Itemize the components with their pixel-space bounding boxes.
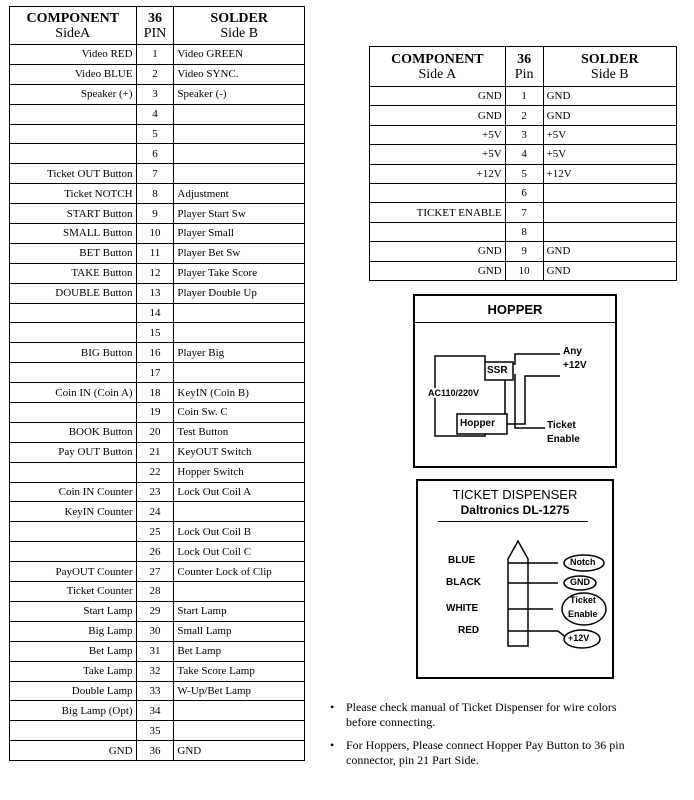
solder-cell <box>174 303 305 323</box>
pin-row <box>10 104 305 124</box>
hopper-wiring <box>415 296 615 466</box>
component-cell: Bet Lamp <box>10 641 137 661</box>
pin-row <box>10 164 305 184</box>
main-table-header <box>10 7 305 45</box>
hopper-title: HOPPER <box>487 302 543 317</box>
pin-cell: 9 <box>505 242 543 261</box>
pin-row <box>370 87 677 106</box>
pin-row <box>10 741 305 761</box>
pin-row <box>10 204 305 224</box>
component-cell <box>10 542 137 562</box>
component-cell: BOOK Button <box>10 422 137 442</box>
pin-cell: 31 <box>136 641 174 661</box>
pin-row <box>370 106 677 125</box>
pin-cell: 3 <box>505 125 543 144</box>
solder-cell: Bet Lamp <box>174 641 305 661</box>
wire-white-label: WHITE <box>446 603 479 614</box>
side-table-body <box>370 87 677 281</box>
pin-cell: 5 <box>136 124 174 144</box>
component-cell: Double Lamp <box>10 681 137 701</box>
component-cell: TAKE Button <box>10 263 137 283</box>
ac-label: AC110/220V <box>428 388 480 398</box>
component-cell: Pay OUT Button <box>10 442 137 462</box>
solder-cell: W-Up/Bet Lamp <box>174 681 305 701</box>
pin-cell: 20 <box>136 422 174 442</box>
pin-row <box>370 125 677 144</box>
pin-row <box>10 84 305 104</box>
pin-cell: 15 <box>136 323 174 343</box>
component-cell: START Button <box>10 204 137 224</box>
solder-cell <box>174 144 305 164</box>
bullet: • <box>330 700 335 714</box>
component-cell: Big Lamp (Opt) <box>10 701 137 721</box>
solder-cell <box>543 203 676 222</box>
note-text: For Hoppers, Please connect Hopper Pay Button to 36 pin connector, pin 21 Part Side. <box>346 738 625 767</box>
solder-cell: KeyOUT Switch <box>174 442 305 462</box>
solder-cell: GND <box>543 87 676 106</box>
solder-cell: Player Double Up <box>174 283 305 303</box>
note-2 <box>330 738 636 768</box>
solder-cell: GND <box>543 242 676 261</box>
component-cell: Coin IN (Coin A) <box>10 383 137 403</box>
solder-cell: Player Big <box>174 343 305 363</box>
pin-cell: 11 <box>136 243 174 263</box>
pin-cell: 1 <box>136 45 174 65</box>
solder-cell: Adjustment <box>174 184 305 204</box>
enable-label: Enable <box>568 609 598 619</box>
pin-row <box>10 263 305 283</box>
gnd-label: GND <box>570 577 590 587</box>
component-cell <box>10 124 137 144</box>
pin-row <box>10 383 305 403</box>
solder-header: SOLDER Side B <box>543 47 676 87</box>
pin-row <box>10 522 305 542</box>
pin-row <box>10 45 305 65</box>
solder-cell: Small Lamp <box>174 621 305 641</box>
pin-cell: 27 <box>136 562 174 582</box>
hopper-diagram <box>413 294 617 468</box>
note-text: Please check manual of Ticket Dispenser for wire colors before connecting. <box>346 700 617 729</box>
notch-label: Notch <box>570 557 596 567</box>
note-1 <box>330 700 636 730</box>
pin-cell: 35 <box>136 721 174 741</box>
solder-cell <box>543 183 676 202</box>
power-pin-table <box>369 46 677 281</box>
pin-row <box>370 203 677 222</box>
wire-red-label: RED <box>458 625 480 636</box>
pin-row <box>370 261 677 280</box>
component-cell <box>10 403 137 423</box>
pin-row <box>10 343 305 363</box>
solder-cell: Player Start Sw <box>174 204 305 224</box>
pin-cell: 5 <box>505 164 543 183</box>
pin-row <box>10 482 305 502</box>
solder-cell: +12V <box>543 164 676 183</box>
component-cell <box>10 462 137 482</box>
pin-cell: 25 <box>136 522 174 542</box>
solder-cell: Lock Out Coil C <box>174 542 305 562</box>
pin-row <box>370 145 677 164</box>
component-cell: DOUBLE Button <box>10 283 137 303</box>
pin-header: 36 Pin <box>505 47 543 87</box>
pin-row <box>370 183 677 202</box>
pin-row <box>10 542 305 562</box>
component-cell: Take Lamp <box>10 661 137 681</box>
component-cell <box>10 104 137 124</box>
ticket-dispenser-diagram <box>416 479 614 679</box>
pin-row <box>370 164 677 183</box>
pin-row <box>10 661 305 681</box>
pin-cell: 2 <box>136 64 174 84</box>
enable-label: Enable <box>547 434 580 445</box>
solder-cell: Video GREEN <box>174 45 305 65</box>
pin-cell: 6 <box>505 183 543 202</box>
ticket-label: Ticket <box>570 595 596 605</box>
component-cell <box>10 363 137 383</box>
pin-cell: 22 <box>136 462 174 482</box>
dispenser-title: TICKET DISPENSER <box>452 487 578 502</box>
pin-row <box>370 242 677 261</box>
component-cell: KeyIN Counter <box>10 502 137 522</box>
pin-cell: 7 <box>505 203 543 222</box>
solder-cell: Speaker (-) <box>174 84 305 104</box>
pin-header: 36 PIN <box>136 7 174 45</box>
solder-cell: GND <box>543 106 676 125</box>
pin-cell: 8 <box>136 184 174 204</box>
pin-row <box>10 681 305 701</box>
pin-cell: 21 <box>136 442 174 462</box>
solder-cell: Hopper Switch <box>174 462 305 482</box>
pin-cell: 23 <box>136 482 174 502</box>
pin-row <box>10 502 305 522</box>
solder-cell: +5V <box>543 145 676 164</box>
pin-row <box>10 701 305 721</box>
pin-cell: 1 <box>505 87 543 106</box>
pin-cell: 30 <box>136 621 174 641</box>
component-cell: Start Lamp <box>10 601 137 621</box>
solder-cell <box>174 363 305 383</box>
component-cell: BIG Button <box>10 343 137 363</box>
pin-row <box>10 621 305 641</box>
solder-header: SOLDER Side B <box>174 7 305 45</box>
pin-row <box>10 144 305 164</box>
pin-row <box>10 124 305 144</box>
pin-cell: 36 <box>136 741 174 761</box>
component-cell: GND <box>370 242 506 261</box>
pin-row <box>370 222 677 241</box>
solder-cell: Lock Out Coil B <box>174 522 305 542</box>
solder-cell: Test Button <box>174 422 305 442</box>
pin-cell: 4 <box>136 104 174 124</box>
pin-row <box>10 323 305 343</box>
component-cell: Speaker (+) <box>10 84 137 104</box>
main-table-body <box>10 45 305 761</box>
pin-cell: 7 <box>136 164 174 184</box>
solder-cell: KeyIN (Coin B) <box>174 383 305 403</box>
pin-row <box>10 641 305 661</box>
pin-cell: 16 <box>136 343 174 363</box>
component-cell: +12V <box>370 164 506 183</box>
pin-cell: 12 <box>136 263 174 283</box>
wire-blue-label: BLUE <box>448 555 476 566</box>
pin-cell: 4 <box>505 145 543 164</box>
solder-cell: GND <box>543 261 676 280</box>
solder-cell <box>174 582 305 602</box>
pin-cell: 9 <box>136 204 174 224</box>
component-cell: GND <box>10 741 137 761</box>
solder-cell <box>174 124 305 144</box>
solder-cell: Video SYNC. <box>174 64 305 84</box>
component-cell: Video RED <box>10 45 137 65</box>
pin-row <box>10 224 305 244</box>
component-cell: GND <box>370 261 506 280</box>
solder-cell: Coin Sw. C <box>174 403 305 423</box>
pin-cell: 6 <box>136 144 174 164</box>
pin-row <box>10 303 305 323</box>
component-cell <box>10 721 137 741</box>
pin-cell: 34 <box>136 701 174 721</box>
pin-cell: 8 <box>505 222 543 241</box>
component-header: COMPONENT Side A <box>370 47 506 87</box>
component-cell: Video BLUE <box>10 64 137 84</box>
solder-cell: Start Lamp <box>174 601 305 621</box>
wire-black-label: BLACK <box>446 577 481 588</box>
pin-row <box>10 562 305 582</box>
solder-cell: Player Take Score <box>174 263 305 283</box>
main-pin-table <box>9 6 305 761</box>
pin-row <box>10 462 305 482</box>
solder-cell <box>174 502 305 522</box>
pin-cell: 14 <box>136 303 174 323</box>
component-cell: GND <box>370 87 506 106</box>
pin-row <box>10 582 305 602</box>
pin-cell: 28 <box>136 582 174 602</box>
solder-cell <box>174 164 305 184</box>
component-cell: BET Button <box>10 243 137 263</box>
pin-row <box>10 363 305 383</box>
solder-cell: Lock Out Coil A <box>174 482 305 502</box>
solder-cell: Player Bet Sw <box>174 243 305 263</box>
component-cell <box>370 183 506 202</box>
pin-cell: 32 <box>136 661 174 681</box>
component-cell <box>10 522 137 542</box>
component-cell: Coin IN Counter <box>10 482 137 502</box>
dispenser-subtitle: Daltronics DL-1275 <box>460 503 570 517</box>
component-cell <box>10 323 137 343</box>
v12-label: +12V <box>563 360 587 371</box>
pin-row <box>10 184 305 204</box>
pin-row <box>10 283 305 303</box>
component-cell: +5V <box>370 125 506 144</box>
component-cell: SMALL Button <box>10 224 137 244</box>
pin-cell: 10 <box>505 261 543 280</box>
bullet: • <box>330 738 335 752</box>
solder-cell <box>174 701 305 721</box>
pin-cell: 10 <box>136 224 174 244</box>
hopper-box-label: Hopper <box>460 418 495 429</box>
pin-row <box>10 601 305 621</box>
solder-cell: Take Score Lamp <box>174 661 305 681</box>
pin-cell: 19 <box>136 403 174 423</box>
pin-cell: 3 <box>136 84 174 104</box>
any-label: Any <box>563 346 582 357</box>
pin-cell: 17 <box>136 363 174 383</box>
component-header: COMPONENT SideA <box>10 7 137 45</box>
component-cell: Big Lamp <box>10 621 137 641</box>
solder-cell: Player Small <box>174 224 305 244</box>
solder-cell: +5V <box>543 125 676 144</box>
pin-row <box>10 64 305 84</box>
pin-row <box>10 442 305 462</box>
pin-cell: 18 <box>136 383 174 403</box>
pin-cell: 24 <box>136 502 174 522</box>
component-cell <box>10 144 137 164</box>
component-cell: Ticket NOTCH <box>10 184 137 204</box>
component-cell: +5V <box>370 145 506 164</box>
solder-cell <box>174 721 305 741</box>
component-cell <box>370 222 506 241</box>
component-cell: GND <box>370 106 506 125</box>
v12-label: +12V <box>568 633 590 643</box>
pin-cell: 13 <box>136 283 174 303</box>
side-table-header <box>370 47 677 87</box>
component-cell: TICKET ENABLE <box>370 203 506 222</box>
pin-cell: 26 <box>136 542 174 562</box>
pin-row <box>10 403 305 423</box>
component-cell: PayOUT Counter <box>10 562 137 582</box>
solder-cell: Counter Lock of Clip <box>174 562 305 582</box>
ticket-label: Ticket <box>547 420 576 431</box>
solder-cell <box>543 222 676 241</box>
solder-cell <box>174 104 305 124</box>
solder-cell: GND <box>174 741 305 761</box>
pin-cell: 2 <box>505 106 543 125</box>
pin-cell: 29 <box>136 601 174 621</box>
ssr-label: SSR <box>487 365 508 376</box>
component-cell: Ticket Counter <box>10 582 137 602</box>
pin-row <box>10 243 305 263</box>
pin-row <box>10 422 305 442</box>
component-cell <box>10 303 137 323</box>
component-cell: Ticket OUT Button <box>10 164 137 184</box>
pin-row <box>10 721 305 741</box>
solder-cell <box>174 323 305 343</box>
pin-cell: 33 <box>136 681 174 701</box>
